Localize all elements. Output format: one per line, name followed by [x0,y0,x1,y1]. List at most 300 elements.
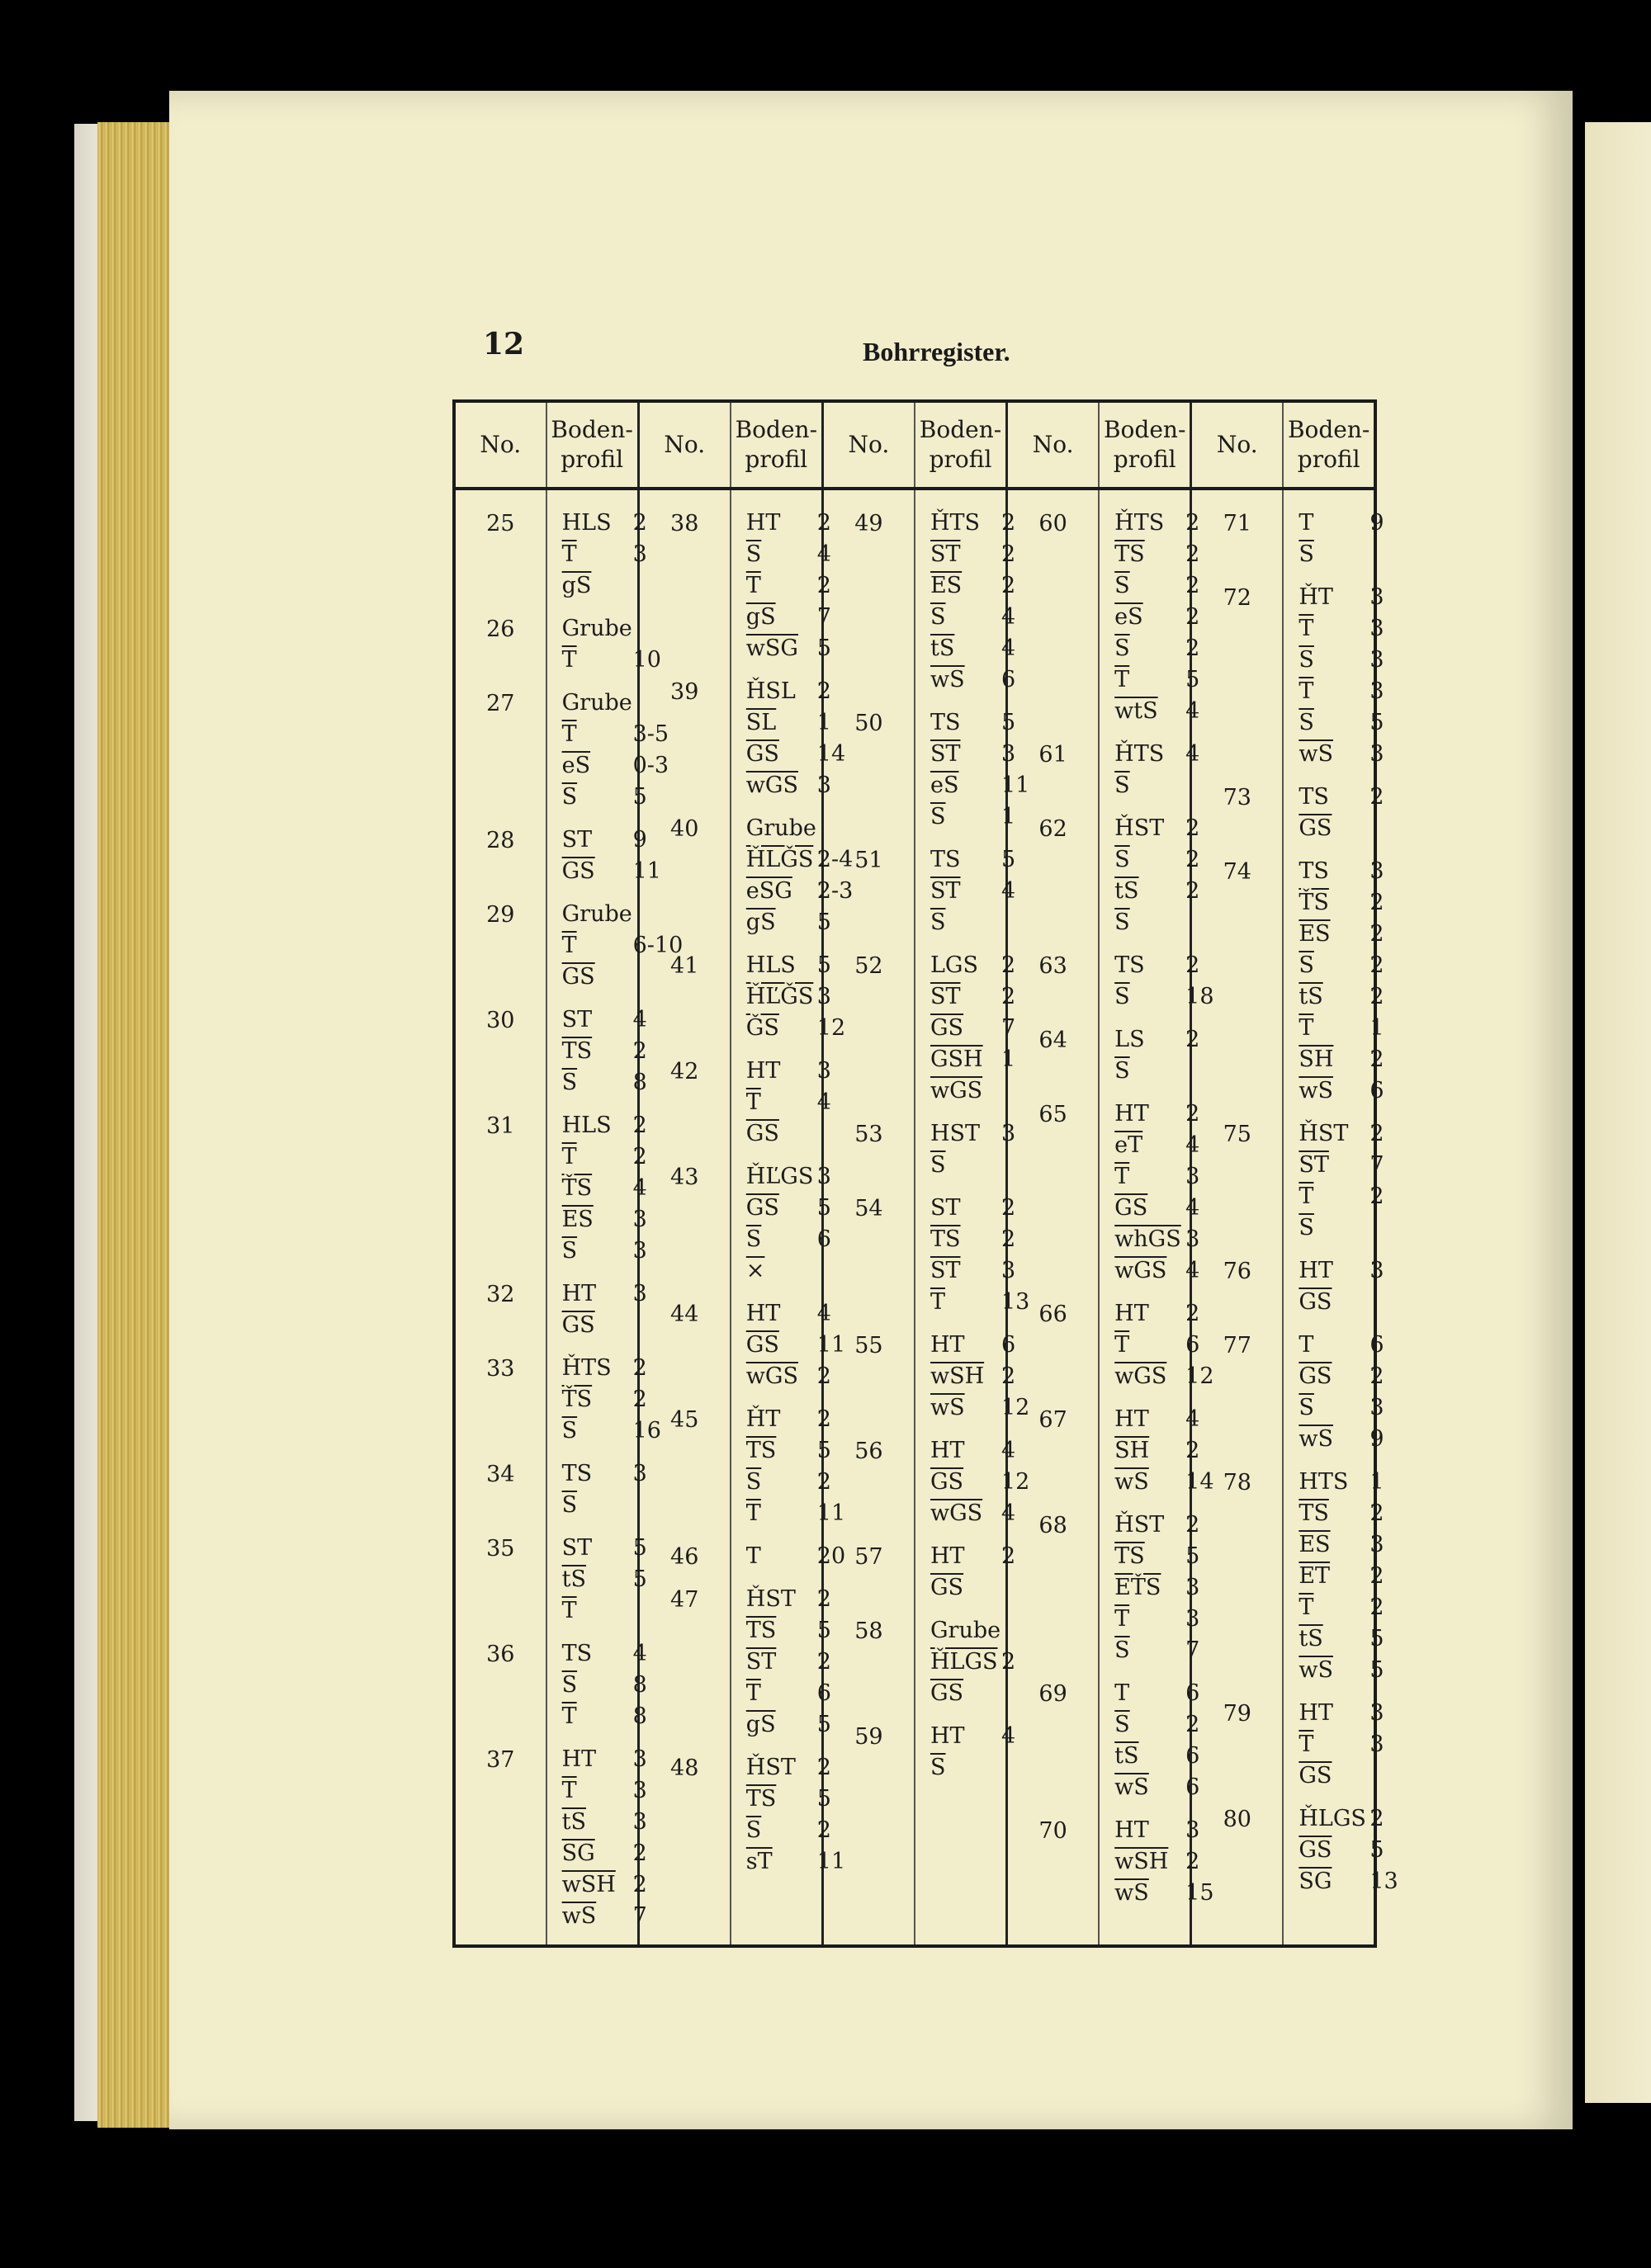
layer-thickness: 3 [1370,1732,1384,1757]
profile-layer [1100,697,1200,728]
layer-thickness: 6 [1370,1078,1384,1103]
profile-layer [547,1205,647,1236]
borehole-number: 34 [486,1462,515,1487]
profile-layer [1100,1436,1200,1467]
profile-layer [731,1119,821,1151]
profile-layer [1284,708,1384,739]
borehole-number: 54 [854,1196,883,1221]
header-profile-label: Boden- profil [1103,416,1186,473]
layer-symbol: HT [930,1332,965,1358]
entry-number-block [824,708,914,834]
profile-layer [1284,739,1384,771]
entry-number-block [640,508,730,665]
soil-profile-entry [731,1056,831,1151]
borehole-number: 80 [1223,1807,1251,1832]
layer-thickness: 3 [632,541,647,567]
profile-layer [1284,1761,1374,1793]
profile-layer [1100,1679,1200,1710]
borehole-number: 58 [854,1618,883,1644]
layer-symbol: ȞLGS [1299,1806,1366,1831]
layer-thickness: 6-10 [632,933,684,958]
layer-thickness: 2 [632,1355,647,1381]
layer-thickness: 1 [1370,1015,1384,1041]
profile-layer [915,1679,1005,1710]
layer-thickness: 6 [1185,1743,1200,1769]
layer-thickness: 9 [1370,1426,1384,1452]
layer-symbol: HT [1299,1700,1333,1726]
layer-symbol: ȞST [745,1755,796,1780]
layer-thickness: 6 [1001,1332,1016,1358]
layer-symbol: $\overline{wGS}$ [930,1078,983,1103]
layer-thickness: 8 [632,1672,647,1698]
layer-thickness: 3 [1370,647,1384,673]
layer-symbol: $\overline{GS}$ [745,1195,779,1221]
borehole-number: 74 [1223,859,1251,885]
layer-symbol: ȞTS [930,510,981,536]
profile-layer [1100,1467,1214,1499]
layer-symbol: $\overline{S}$ [930,604,946,630]
layer-symbol: TS [930,710,961,735]
layer-thickness: 2 [816,510,831,536]
layer-thickness: 2 [816,1755,831,1780]
soil-profile-entry [1100,1679,1200,1804]
layer-thickness: 9 [1370,510,1384,536]
borehole-number: 29 [486,902,515,928]
layer-thickness: 4 [1185,1195,1200,1221]
layer-thickness: 2 [816,1469,831,1495]
layer-symbol: $\overline{T}$ [561,1703,577,1729]
soil-profile-entry [1100,1816,1214,1910]
soil-profile-entry [915,1193,1030,1319]
layer-thickness: 5 [816,952,831,978]
layer-thickness: 2 [1370,1595,1384,1620]
profile-layer [1284,1562,1384,1593]
layer-symbol: ȞST [745,1586,796,1612]
layer-symbol: $\overline{GS}$ [930,1015,964,1041]
layer-symbol: $\overline{TS}$ [745,1438,777,1463]
layer-thickness: 3 [1185,1164,1200,1189]
header-profile-label: Boden- profil [1287,416,1370,473]
profile-layer [547,1639,647,1670]
entry-number-block [824,1119,914,1182]
profile-layer [731,951,831,982]
soil-profile-entry [915,508,1016,697]
borehole-number: 71 [1223,511,1251,536]
entry-number-block [640,1542,730,1573]
layer-symbol: $\overline{GS}$ [930,1469,964,1495]
layer-thickness: 4 [1001,878,1016,904]
layer-thickness: 3 [1370,1700,1384,1726]
profile-layer [547,1236,647,1268]
profile-layer [1284,1288,1374,1319]
no-column [822,489,915,1946]
profile-layer [915,1753,1005,1784]
layer-thickness: 4 [1185,698,1200,724]
layer-symbol: $\overline{tS}$ [561,1809,586,1835]
layer-symbol: $\overline{T}$ [561,1144,577,1169]
layer-symbol: HT [1114,1301,1149,1326]
layer-symbol: HLS [561,1113,612,1138]
borehole-number: 37 [486,1747,515,1773]
layer-thickness: 4 [1185,1132,1200,1158]
header-profile [1283,401,1375,489]
layer-symbol: $\overline{S}$ [745,541,762,567]
profile-layer [731,1162,831,1193]
profile-layer [731,1088,831,1119]
profile-layer [1284,814,1374,845]
layer-symbol: HT [930,1438,965,1463]
layer-thickness: 11 [816,1849,846,1874]
layer-thickness: 2 [1001,1649,1016,1675]
layer-symbol: $\overline{S}$ [745,1817,762,1843]
profile-layer [1100,1741,1200,1773]
profile-layer [915,1330,1016,1362]
layer-thickness: 3 [1370,1258,1384,1283]
layer-thickness: 2-4 [816,847,854,872]
no-column [1191,489,1284,1946]
layer-symbol: $\overline{S}$ [561,784,578,810]
layer-thickness: 14 [816,741,846,767]
borehole-number: 45 [670,1407,699,1433]
soil-profile-entry [547,1745,647,1933]
header-no: No. [638,401,731,489]
borehole-number: 60 [1038,511,1067,536]
soil-profile-entry [1284,1467,1384,1687]
layer-symbol: $\overline{T}$ [745,1680,761,1706]
no-column [638,489,731,1946]
soil-profile-entry [915,1436,1030,1530]
profile-layer [915,540,1016,571]
layer-thickness: 2 [1370,952,1384,978]
profile-layer [1284,540,1374,571]
profile-column [546,489,684,1946]
layer-thickness: 2 [1001,1543,1016,1569]
borehole-number: 57 [854,1544,883,1570]
layer-thickness: 6 [1185,1332,1200,1358]
profile-layer [1284,1045,1384,1076]
layer-symbol: $\overline{gS}$ [745,604,776,630]
layer-symbol: $\overline{tS}$ [1299,1626,1323,1651]
profile-layer [1100,1362,1214,1393]
layer-thickness: 6 [816,1680,831,1706]
profile-layer [1100,1193,1200,1225]
layer-thickness: 5 [816,1786,831,1812]
layer-symbol: $\overline{S}$ [1114,910,1130,935]
entry-number-block [640,1056,730,1151]
profile-layer [1284,1213,1374,1245]
profile-layer [915,1362,1016,1393]
profile-layer [915,1119,1016,1151]
profile-layer [547,645,661,677]
layer-thickness: 2 [1001,984,1016,1009]
entry-number-block [1192,583,1282,771]
profile-layer [547,1839,647,1870]
profile-layer [1284,982,1384,1014]
profile-layer [547,571,637,602]
layer-symbol: T [1114,1680,1130,1706]
layer-thickness: 7 [1370,1152,1384,1178]
profile-layer [1100,1573,1200,1604]
layer-thickness: 2 [1370,1563,1384,1589]
entry-number-block [1008,1025,1098,1088]
entry-number-block [640,1753,730,1878]
profile-layer [731,1436,831,1467]
profile-layer [731,1362,831,1393]
layer-thickness: 3 [1001,1121,1016,1146]
layer-symbol: $\overline{S}$ [1114,984,1130,1009]
layer-symbol: $\overline{ST}$ [1299,1152,1329,1178]
layer-symbol: $\overline{eS}$ [1114,604,1143,630]
layer-symbol: $\overline{wtS}$ [1114,698,1158,724]
layer-symbol: $\overline{ET}$ [1299,1563,1331,1589]
layer-symbol: HT [930,1543,965,1569]
soil-profile-entry [547,614,661,677]
layer-symbol: $\overline{S}$ [1299,647,1314,673]
layer-symbol: $\overline{wGS}$ [1114,1363,1167,1389]
borehole-number: 75 [1223,1122,1251,1147]
layer-thickness: 4 [816,1301,831,1326]
layer-thickness: 3 [1370,1532,1384,1557]
layer-thickness: 9 [632,827,647,853]
borehole-number: 76 [1223,1259,1251,1284]
layer-thickness: 6 [1370,1332,1384,1358]
layer-thickness: 5 [1001,710,1016,735]
layer-thickness: 3 [1185,1575,1200,1600]
layer-symbol: $\overline{ST}$ [745,1649,777,1675]
profile-layer [731,571,831,602]
layer-symbol: $\overline{SL}$ [745,710,777,735]
profile-layer [1284,1014,1384,1045]
profile-layer [731,845,854,876]
layer-symbol: $\overline{ǦS}$ [745,1015,779,1041]
layer-thickness: 2 [632,1840,647,1866]
profile-layer [1284,1730,1384,1761]
entry-number-block [1192,782,1282,845]
layer-thickness: 2 [1185,1712,1200,1737]
layer-thickness: 2 [816,1649,831,1675]
profile-layer [731,1193,831,1225]
layer-symbol: ȞĽǦS [745,984,814,1009]
profile-layer [731,1816,831,1847]
profile-layer [547,1174,647,1205]
layer-symbol: $\overline{S}$ [1299,541,1314,567]
layer-symbol: $\overline{GS}$ [561,1312,595,1338]
profile-layer [1100,1773,1200,1804]
layer-symbol: $\overline{GS}$ [745,741,779,767]
layer-thickness: 5 [816,1438,831,1463]
layer-symbol: HT [745,1058,781,1084]
layer-thickness: 3 [1001,1258,1016,1283]
soil-profile-entry [547,825,661,888]
layer-symbol: TS [561,1641,593,1666]
layer-thickness: 2 [1370,1500,1384,1526]
profile-layer [915,1256,1016,1288]
layer-symbol: $\overline{wS}$ [1114,1880,1149,1906]
profile-layer [1100,1131,1200,1162]
soil-profile-entry [731,814,854,939]
layer-thickness: 2 [632,1038,647,1064]
layer-symbol: $\overline{T}$ [561,541,577,567]
soil-profile-entry [1100,1510,1200,1667]
borehole-number: 64 [1038,1028,1067,1053]
layer-symbol: $\overline{ST}$ [930,741,961,767]
layer-thickness: 7 [816,604,831,630]
entry-number-block [640,1162,730,1288]
profile-layer [915,708,1016,739]
layer-symbol: $\overline{S}$ [561,1418,578,1443]
entry-number-block [1008,951,1098,1014]
layer-thickness: 11 [1001,773,1030,798]
layer-thickness: 2 [632,1872,647,1897]
borehole-number: 69 [1038,1681,1067,1707]
borehole-number: 32 [486,1282,515,1307]
layer-thickness: 2 [632,1113,647,1138]
profile-layer [1284,1256,1384,1288]
borehole-number: 56 [854,1439,883,1464]
layer-thickness: 4 [1001,604,1016,630]
profile-layer [915,1225,1016,1256]
profile-layer [915,802,1016,834]
layer-symbol: $\overline{S}$ [1299,952,1314,978]
profile-layer [1100,951,1200,982]
layer-thickness: 5 [632,1566,647,1592]
layer-symbol: $\overline{wS}$ [1114,1774,1149,1800]
soil-profile-entry [915,951,1016,1108]
layer-thickness: 4 [632,1007,647,1032]
layer-thickness: 4 [816,541,831,567]
layer-thickness: 12 [1185,1363,1214,1389]
soil-profile-entry [731,1585,831,1741]
borehole-number: 67 [1038,1407,1067,1433]
profile-layer [1100,1099,1200,1131]
borehole-number: 30 [486,1008,515,1033]
layer-symbol: whGS [1114,1226,1181,1252]
layer-symbol: $\overline{wSG}$ [745,636,798,661]
header-profile [731,401,823,489]
borehole-number: 66 [1038,1302,1067,1327]
layer-symbol: $\overline{wS}$ [930,1395,965,1420]
profile-layer [915,982,1016,1014]
layer-symbol: T [1299,1332,1314,1358]
soil-profile-entry [1284,1256,1384,1319]
profile-layer [731,1784,831,1816]
profile-layer [1100,1710,1200,1741]
borehole-number: 25 [486,511,515,536]
layer-symbol: $\overline{T}$ [561,721,577,747]
layer-symbol: $\overline{ES}$ [561,1207,594,1232]
profile-layer [1100,1330,1200,1362]
layer-symbol: $\overline{GS}$ [1114,1195,1148,1221]
layer-symbol: $\overline{GS}$ [1299,1363,1332,1389]
soil-profile-entry [915,708,1030,834]
layer-symbol: $\overline{S}$ [930,1152,946,1178]
layer-thickness: 3 [1185,1606,1200,1632]
layer-thickness: 3 [632,1461,647,1486]
profile-layer [915,771,1030,802]
layer-thickness: 11 [816,1332,846,1358]
layer-thickness: 2 [816,1363,831,1389]
layer-symbol: $\overline{TS}$ [930,1226,961,1252]
profile-layer [1284,919,1384,951]
layer-symbol: $\overline{wS}$ [1299,741,1333,767]
borehole-number: 33 [486,1356,515,1382]
layer-symbol: $\overline{S}$ [561,1070,578,1095]
profile-layer [1100,814,1200,845]
profile-layer [731,708,831,739]
layer-symbol: $\overline{wS}$ [1299,1426,1333,1452]
layer-thickness: 2 [1370,1047,1384,1072]
layer-thickness: 5 [816,1712,831,1737]
layer-symbol: HT [1299,1258,1333,1283]
layer-symbol: $\overline{eT}$ [1114,1132,1143,1158]
layer-thickness: 8 [632,1703,647,1729]
layer-thickness: 10 [632,647,661,673]
entry-number-block [456,1111,546,1268]
layer-symbol: $\overline{wGS}$ [745,773,798,798]
borehole-number: 72 [1223,585,1251,611]
entry-number-block [1192,1330,1282,1456]
layer-symbol: $\overline{sT}$ [745,1849,773,1874]
layer-thickness: 4 [1001,1438,1016,1463]
layer-thickness: 4 [1001,1500,1016,1526]
layer-symbol: HT [1114,1101,1149,1127]
layer-thickness: 4 [632,1175,647,1201]
layer-thickness: 0-3 [632,753,669,778]
layer-thickness: 2 [1185,1301,1200,1326]
layer-thickness: 5 [816,636,831,661]
profile-layer [731,876,854,908]
layer-thickness: 3 [1370,678,1384,704]
borehole-number: 46 [670,1544,699,1570]
profile-column [915,489,1030,1946]
layer-symbol: HT [745,510,781,536]
layer-thickness: 5 [1370,710,1384,735]
layer-thickness: 2 [1185,1512,1200,1538]
layer-thickness: 3 [816,773,831,798]
layer-symbol: $\overline{wS}$ [561,1903,597,1929]
layer-symbol: $\overline{wSH}$ [561,1872,616,1897]
profile-layer [547,688,637,720]
layer-symbol: $\overline{wSH}$ [930,1363,985,1389]
layer-thickness: 1 [1001,804,1016,829]
header-profile [1099,401,1191,489]
borehole-number: 53 [854,1122,883,1147]
layer-symbol: $\overline{S}$ [930,804,946,829]
layer-thickness: 3 [816,1058,831,1084]
layer-thickness: 2 [1185,847,1200,872]
profile-layer [547,1068,647,1099]
layer-symbol: $\overline{T}$ [561,1598,577,1623]
soil-profile-entry [915,1119,1016,1182]
layer-thickness: 2 [1185,573,1200,598]
layer-symbol: $\overline{ŤS}$ [561,1175,593,1201]
layer-thickness: 3 [1001,741,1016,767]
layer-thickness: 15 [1185,1880,1214,1906]
layer-thickness: 2 [1185,1101,1200,1127]
layer-symbol: $\overline{T}$ [745,573,761,598]
soil-profile-entry [731,677,846,802]
layer-thickness: 3 [1370,616,1384,641]
layer-symbol: LS [1114,1027,1145,1052]
layer-symbol: $\overline{TS}$ [561,1038,593,1064]
layer-symbol: $\overline{tS}$ [930,636,955,661]
soil-profile-entry [1284,583,1384,771]
profile-layer [915,665,1016,697]
entry-number-block [1008,1679,1098,1804]
layer-symbol: $\overline{GS}$ [561,858,595,884]
layer-symbol: $\overline{GS}$ [1299,1837,1332,1863]
profile-layer [1284,1393,1384,1425]
